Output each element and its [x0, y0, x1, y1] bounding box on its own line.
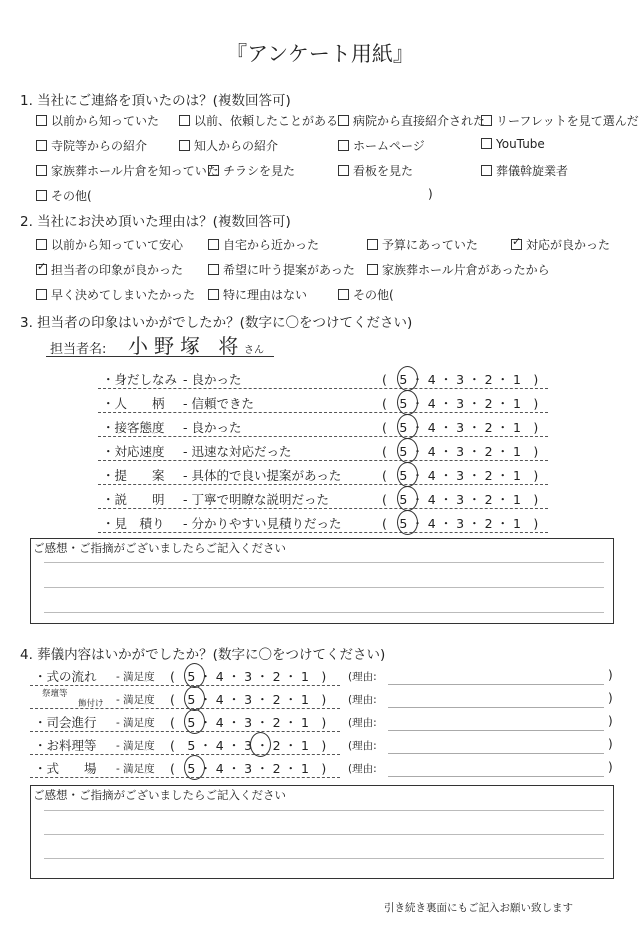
- q1-checkbox[interactable]: [338, 115, 349, 126]
- q2-option-label: 家族葬ホール片倉があったから: [382, 263, 550, 277]
- q1-option-label: ホームページ: [353, 139, 425, 153]
- q3-row-item: ・接客態度: [102, 420, 165, 435]
- q1-option-label: 以前、依頼したことがある: [194, 114, 339, 128]
- q3-selection-circle: [397, 510, 418, 535]
- q3-heading: 3. 担当者の印象はいかがでしたか？(数字に〇をつけてください): [20, 315, 413, 331]
- q3-selection-circle: [397, 462, 418, 487]
- q2-checkbox[interactable]: [208, 239, 219, 250]
- q1-option[interactable]: [338, 137, 425, 154]
- q1-checkbox[interactable]: [481, 115, 492, 126]
- q3-selection-circle: [397, 366, 418, 391]
- q3-selection-circle: [397, 486, 418, 511]
- q3-comment-line: [44, 562, 604, 563]
- q1-option-label: 以前から知っていた: [51, 114, 160, 128]
- q1-checkbox[interactable]: [36, 115, 47, 126]
- staff-suffix: さん: [244, 345, 264, 356]
- q4-row-item: ・式の流れ: [34, 669, 97, 684]
- q4-row-item: ・司会進行: [34, 715, 97, 730]
- q4-reason-input[interactable]: [388, 776, 604, 777]
- q4-reason-label: (理由:: [348, 717, 377, 729]
- q1-option[interactable]: [36, 187, 92, 204]
- q3-row-scale[interactable]: ( 5 ・ 4 ・ 3 ・ 2 ・ 1 ): [382, 372, 539, 387]
- q1-checkbox[interactable]: [481, 138, 492, 149]
- q2-option-label: 予算にあっていた: [382, 238, 478, 252]
- q3-row-desc: - 良かった: [183, 372, 242, 387]
- q3-row-dotted-line: [98, 412, 548, 413]
- q2-checkbox[interactable]: [367, 239, 378, 250]
- q3-row-desc: - 迅速な対応だった: [183, 444, 292, 459]
- q2-option-label: 担当者の印象が良かった: [51, 263, 184, 277]
- q4-row-scale[interactable]: ( 5 ・ 4 ・ 3 ・ 2 ・ 1 ): [170, 715, 327, 730]
- q1-option-label: 葬儀斡旋業者: [496, 164, 569, 178]
- q4-row-item: ・お料理等: [34, 738, 97, 753]
- q4-reason-close: ): [608, 737, 613, 751]
- q3-selection-circle: [397, 414, 418, 439]
- q2-checkbox[interactable]: [367, 264, 378, 275]
- q3-row-item: ・人 柄: [102, 396, 165, 411]
- staff-name: 小野塚 将: [128, 334, 245, 358]
- q3-comment-line: [44, 612, 604, 613]
- q1-option-label: リーフレットを見て選んだ: [496, 114, 639, 128]
- q2-option-label: 特に理由はない: [223, 288, 308, 302]
- q1-option[interactable]: [36, 162, 219, 179]
- q4-row-desc: - 満足度: [116, 740, 155, 752]
- q1-option[interactable]: [481, 162, 568, 179]
- q1-option-label: YouTube: [496, 137, 545, 151]
- q2-heading: 2. 当社にお決め頂いた理由は？(複数回答可): [20, 214, 291, 230]
- q1-option[interactable]: [481, 137, 545, 151]
- q2-option[interactable]: [367, 236, 478, 253]
- q4-reason-input[interactable]: [388, 730, 604, 731]
- q4-row-dotted-line: [30, 777, 340, 778]
- q4-reason-label: (理由:: [348, 671, 377, 683]
- q2-option[interactable]: [208, 236, 319, 253]
- q2-option-label: 希望に叶う提案があった: [223, 263, 355, 277]
- q2-option[interactable]: [208, 261, 355, 278]
- q2-checkbox[interactable]: [36, 289, 47, 300]
- q2-checkbox[interactable]: [511, 239, 522, 250]
- q1-option[interactable]: [338, 162, 413, 179]
- q4-row-dotted-line: [30, 708, 340, 709]
- q3-row-desc: - 丁寧で明瞭な説明だった: [183, 492, 329, 507]
- q4-selection-circle: [184, 663, 205, 688]
- q2-option-label: 以前から知っていて安心: [51, 238, 184, 252]
- q4-row-scale[interactable]: ( 5 ・ 4 ・ 3 ・ 2 ・ 1 ): [170, 669, 327, 684]
- q4-reason-input[interactable]: [388, 684, 604, 685]
- q1-option[interactable]: [179, 112, 338, 129]
- q1-heading: 1. 当社にご連絡を頂いたのは？(複数回答可): [20, 93, 291, 109]
- q3-row-desc: - 分かりやすい見積りだった: [183, 516, 342, 531]
- q1-option[interactable]: [36, 112, 159, 129]
- staff-underline: [46, 356, 274, 357]
- q1-option-label: 看板を見た: [353, 164, 414, 178]
- q3-selection-circle: [397, 438, 418, 463]
- q1-option-label: 家族葬ホール片倉を知っていた: [51, 164, 219, 178]
- q1-checkbox[interactable]: [179, 115, 190, 126]
- q2-option[interactable]: [208, 286, 307, 303]
- q1-option-label: 病院から直接紹介された: [353, 114, 486, 128]
- q1-option-label: その他(: [51, 189, 92, 203]
- q1-option[interactable]: [481, 112, 639, 129]
- q3-row-scale[interactable]: ( 5 ・ 4 ・ 3 ・ 2 ・ 1 ): [382, 444, 539, 459]
- q1-option[interactable]: [338, 112, 485, 129]
- q2-option[interactable]: [36, 261, 183, 278]
- q3-row-dotted-line: [98, 532, 548, 533]
- q4-reason-label: (理由:: [348, 740, 377, 752]
- q2-option[interactable]: [338, 286, 394, 303]
- q3-row-desc: - 具体的で良い提案があった: [183, 468, 342, 483]
- q4-row-desc: - 満足度: [116, 671, 155, 683]
- q4-comment-box[interactable]: [30, 785, 614, 879]
- q4-row-dotted-line: [30, 685, 340, 686]
- q3-row-dotted-line: [98, 388, 548, 389]
- q3-row-scale[interactable]: ( 5 ・ 4 ・ 3 ・ 2 ・ 1 ): [382, 420, 539, 435]
- q4-row-item-sub: 飾付け: [78, 699, 104, 709]
- q3-row-dotted-line: [98, 508, 548, 509]
- page-title: 『アンケート用紙』: [226, 42, 414, 66]
- q4-row-dotted-line: [30, 731, 340, 732]
- q4-comment-line: [44, 858, 604, 859]
- q4-row-scale[interactable]: ( 5 ・ 4 ・ 3 ・ 2 ・ 1 ): [170, 692, 327, 707]
- q4-row-desc: - 満足度: [116, 717, 155, 729]
- q3-row-item: ・提 案: [102, 468, 165, 483]
- q3-row-scale[interactable]: ( 5 ・ 4 ・ 3 ・ 2 ・ 1 ): [382, 396, 539, 411]
- q3-row-item: ・身だしなみ: [102, 372, 178, 387]
- q1-checkbox[interactable]: [36, 190, 47, 201]
- q3-row-desc: - 良かった: [183, 420, 242, 435]
- q2-option-label: 自宅から近かった: [223, 238, 320, 252]
- q1-checkbox[interactable]: [338, 140, 349, 151]
- q2-checkbox[interactable]: [208, 289, 219, 300]
- q3-comment-label: ご感想・ご指摘がございましたらご記入ください: [33, 541, 286, 555]
- q4-row-item: 祭壇等: [42, 689, 68, 699]
- q2-checkbox[interactable]: [36, 239, 47, 250]
- q1-option-label: 寺院等からの紹介: [51, 139, 148, 153]
- q4-row-scale[interactable]: ( 5 ・ 4 ・ 3 ・ 2 ・ 1 ): [170, 738, 327, 753]
- q1-option-label: チラシを見た: [223, 164, 296, 178]
- q1-checkbox[interactable]: [208, 165, 219, 176]
- q3-selection-circle: [397, 390, 418, 415]
- q4-reason-close: ): [608, 668, 613, 682]
- q4-reason-close: ): [608, 691, 613, 705]
- footer-note: 引き続き裏面にもご記入お願い致します: [384, 902, 573, 914]
- q4-row-desc: - 満足度: [116, 694, 155, 706]
- q3-row-item: ・説 明: [102, 492, 165, 507]
- q4-comment-label: ご感想・ご指摘がございましたらご記入ください: [33, 788, 286, 802]
- q3-row-item: ・見 積り: [102, 516, 165, 531]
- q4-comment-line: [44, 834, 604, 835]
- q2-checkbox[interactable]: [338, 289, 349, 300]
- q1-checkbox[interactable]: [36, 165, 47, 176]
- q4-reason-input[interactable]: [388, 753, 604, 754]
- q4-row-item: ・式 場: [34, 761, 97, 776]
- q4-selection-circle: [184, 686, 205, 711]
- q2-option[interactable]: [367, 261, 550, 278]
- q3-row-dotted-line: [98, 436, 548, 437]
- q2-checkbox[interactable]: [208, 264, 219, 275]
- q2-option-label: 対応が良かった: [526, 238, 611, 252]
- q2-option-label: その他(: [353, 288, 394, 302]
- q3-row-item: ・対応速度: [102, 444, 165, 459]
- q1-other-close: ): [428, 187, 433, 201]
- q3-row-scale[interactable]: ( 5 ・ 4 ・ 3 ・ 2 ・ 1 ): [382, 492, 539, 507]
- q4-reason-label: (理由:: [348, 694, 377, 706]
- q4-selection-circle: [250, 732, 271, 757]
- q2-option[interactable]: [511, 236, 610, 253]
- q3-row-desc: - 信頼できた: [183, 396, 254, 411]
- q4-heading: 4. 葬儀内容はいかがでしたか？(数字に〇をつけてください): [20, 647, 386, 663]
- q1-option[interactable]: [208, 162, 295, 179]
- q3-row-dotted-line: [98, 460, 548, 461]
- q4-row-dotted-line: [30, 754, 340, 755]
- q2-option[interactable]: [36, 236, 183, 253]
- q4-row-scale[interactable]: ( 5 ・ 4 ・ 3 ・ 2 ・ 1 ): [170, 761, 327, 776]
- q4-reason-label: (理由:: [348, 763, 377, 775]
- q1-option[interactable]: [36, 137, 147, 154]
- q4-reason-input[interactable]: [388, 707, 604, 708]
- q1-checkbox[interactable]: [481, 165, 492, 176]
- q4-selection-circle: [184, 755, 205, 780]
- q4-selection-circle: [184, 709, 205, 734]
- q4-reason-close: ): [608, 760, 613, 774]
- q3-row-scale[interactable]: ( 5 ・ 4 ・ 3 ・ 2 ・ 1 ): [382, 516, 539, 531]
- q2-checkbox[interactable]: [36, 264, 47, 275]
- q1-option[interactable]: [179, 137, 278, 154]
- q1-option-label: 知人からの紹介: [194, 139, 279, 153]
- q2-option-label: 早く決めてしまいたかった: [51, 288, 196, 302]
- q4-row-desc: - 満足度: [116, 763, 155, 775]
- staff-label: 担当者名:: [50, 342, 107, 357]
- q1-checkbox[interactable]: [36, 140, 47, 151]
- q3-row-scale[interactable]: ( 5 ・ 4 ・ 3 ・ 2 ・ 1 ): [382, 468, 539, 483]
- q1-checkbox[interactable]: [338, 165, 349, 176]
- q4-reason-close: ): [608, 714, 613, 728]
- q3-row-dotted-line: [98, 484, 548, 485]
- q2-option[interactable]: [36, 286, 195, 303]
- q1-checkbox[interactable]: [179, 140, 190, 151]
- q3-comment-line: [44, 587, 604, 588]
- q4-comment-line: [44, 810, 604, 811]
